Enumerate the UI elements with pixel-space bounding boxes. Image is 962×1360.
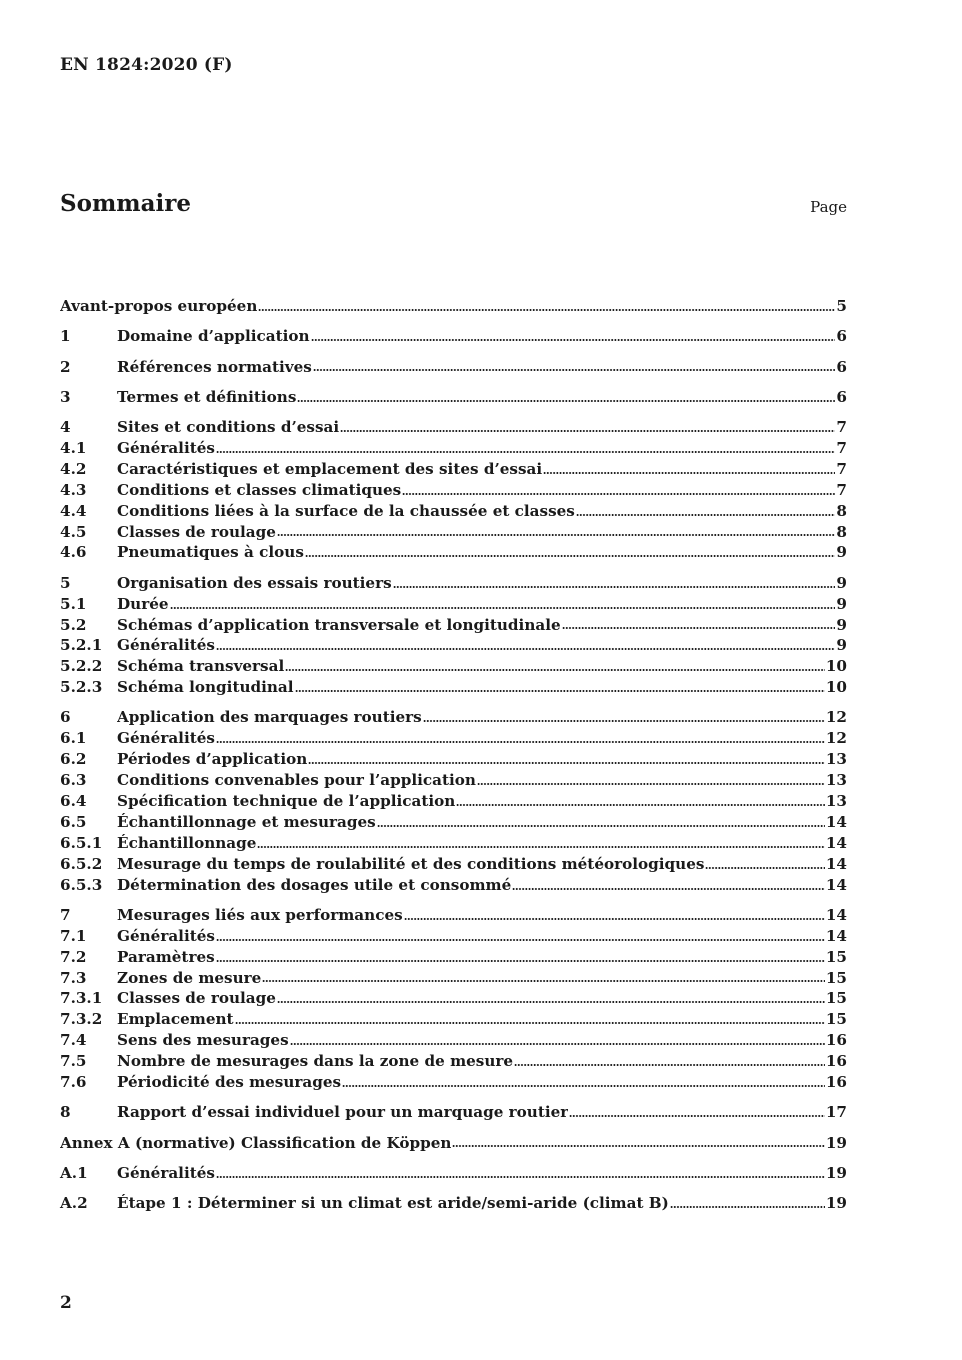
toc-entry-page: 6 — [836, 387, 847, 406]
toc-entry-title: Échantillonnage et mesurages — [117, 812, 376, 831]
toc-entry[interactable] — [60, 770, 847, 791]
toc-dot-leader — [305, 554, 836, 558]
toc-entry-number: 6.3 — [60, 771, 87, 790]
toc-entry[interactable] — [60, 656, 847, 677]
toc-entry[interactable] — [60, 635, 847, 656]
toc-entry-title: Domaine d’application — [117, 327, 310, 346]
toc-entry-number: 6.5.2 — [60, 854, 103, 873]
toc-entry[interactable] — [60, 728, 847, 749]
toc-entry-title: Schémas d’application transversale et longitudinale — [117, 615, 561, 634]
toc-entry-number: 4.1 — [60, 439, 87, 458]
toc-entry-page: 14 — [825, 905, 847, 924]
toc-entry[interactable] — [60, 1072, 847, 1093]
toc-entry-title: Paramètres — [117, 947, 215, 966]
toc-entry[interactable] — [60, 615, 847, 636]
toc-entry-title: Rapport d’essai individuel pour un marquage routier — [117, 1103, 569, 1122]
toc-entry-page: 8 — [836, 522, 847, 541]
toc-entry-title: Étape 1 : Déterminer si un climat est aride/semi-aride (climat B) — [117, 1194, 669, 1213]
toc-dot-leader — [262, 979, 825, 983]
toc-entry-title: Généralités — [117, 439, 215, 458]
toc-dot-leader — [290, 1042, 825, 1046]
toc-entry-number: 8 — [60, 1103, 71, 1122]
toc-entry[interactable] — [60, 522, 847, 543]
toc-entry[interactable] — [60, 968, 847, 989]
toc-dot-leader — [216, 959, 825, 963]
toc-dot-leader — [377, 824, 825, 828]
toc-entry-number: 5.2 — [60, 615, 87, 634]
toc-entry[interactable] — [60, 357, 847, 378]
toc-entry-number: 6.4 — [60, 792, 87, 811]
toc-entry-number: 1 — [60, 327, 71, 346]
toc-entry-title: Généralités — [117, 729, 215, 748]
toc-dot-leader — [170, 606, 836, 610]
toc-entry[interactable] — [60, 1102, 847, 1123]
toc-entry[interactable] — [60, 573, 847, 594]
toc-dot-leader — [277, 533, 835, 537]
toc-title: Sommaire — [60, 190, 192, 217]
toc-dot-leader — [456, 803, 825, 807]
toc-entry[interactable] — [60, 326, 847, 347]
toc-dot-leader — [216, 938, 825, 942]
toc-entry-number: 6 — [60, 708, 71, 727]
toc-entry[interactable] — [60, 438, 847, 459]
toc-entry-number: 4.4 — [60, 501, 87, 520]
toc-entry-page: 9 — [836, 636, 847, 655]
toc-entry-page: 15 — [825, 1010, 847, 1029]
toc-entry[interactable] — [60, 947, 847, 968]
toc-entry[interactable] — [60, 988, 847, 1009]
toc-entry-page: 7 — [836, 439, 847, 458]
toc-entry[interactable] — [60, 1193, 847, 1214]
toc-dot-leader — [477, 782, 825, 786]
toc-entry-page: 14 — [825, 812, 847, 831]
toc-entry[interactable] — [60, 1051, 847, 1072]
toc-dot-leader — [295, 689, 825, 693]
toc-entry-title: Zones de mesure — [117, 968, 262, 987]
toc-entry[interactable] — [60, 1133, 847, 1154]
toc-entry-title: Détermination des dosages utile et consommé — [117, 875, 512, 894]
toc-entry-number: 7.5 — [60, 1052, 87, 1071]
toc-dot-leader — [216, 740, 825, 744]
toc-entry[interactable] — [60, 542, 847, 563]
toc-entry-title: Généralités — [117, 926, 215, 945]
toc-entry-page: 19 — [825, 1163, 847, 1182]
toc-entry-number: 7.2 — [60, 947, 87, 966]
document-id: EN 1824:2020 (F) — [60, 55, 233, 75]
toc-entry-number: 4.3 — [60, 480, 87, 499]
toc-entry-page: 7 — [836, 418, 847, 437]
toc-entry-title: Conditions liées à la surface de la chaussée et classes — [117, 501, 575, 520]
toc-entry-number: 7.3.1 — [60, 989, 103, 1008]
toc-entry-page: 13 — [825, 792, 847, 811]
toc-entry-page: 17 — [825, 1103, 847, 1122]
toc-entry-page: 7 — [836, 459, 847, 478]
toc-entry-page: 15 — [825, 947, 847, 966]
toc-entry-page: 14 — [825, 875, 847, 894]
toc-entry-page: 14 — [825, 926, 847, 945]
toc-entry-number: 6.1 — [60, 729, 87, 748]
toc-entry-number: 6.5 — [60, 812, 87, 831]
toc-entry-number: 4.2 — [60, 459, 87, 478]
toc-entry-title: Termes et définitions — [117, 387, 297, 406]
toc-dot-leader — [216, 1175, 825, 1179]
toc-entry[interactable] — [60, 833, 847, 854]
toc-entry-number: 6.5.1 — [60, 833, 103, 852]
toc-entry-page: 19 — [825, 1133, 847, 1152]
toc-entry-number: 5.2.3 — [60, 678, 103, 697]
toc-dot-leader — [705, 866, 824, 870]
toc-entry-number: A.2 — [60, 1194, 88, 1213]
toc-entry-number: 4 — [60, 418, 71, 437]
toc-entry-page: 10 — [825, 657, 847, 676]
toc-entry-number: 5.2.2 — [60, 657, 103, 676]
toc-entry-number: 7.3 — [60, 968, 87, 987]
toc-entry[interactable] — [60, 812, 847, 833]
toc-entry-title: Pneumatiques à clous — [117, 543, 304, 562]
toc-entry-number: 7.3.2 — [60, 1010, 103, 1029]
toc-dot-leader — [297, 399, 835, 403]
toc-entry-page: 19 — [825, 1194, 847, 1213]
table-of-contents — [60, 296, 847, 1214]
toc-entry-title: Sens des mesurages — [117, 1031, 289, 1050]
toc-entry-title: Spécification technique de l’application — [117, 792, 456, 811]
toc-entry-title: Application des marquages routiers — [117, 708, 422, 727]
toc-entry-page: 9 — [836, 573, 847, 592]
toc-dot-leader — [393, 585, 836, 589]
toc-entry[interactable] — [60, 480, 847, 501]
toc-entry[interactable] — [60, 677, 847, 698]
toc-entry[interactable] — [60, 459, 847, 480]
toc-entry-page: 6 — [836, 327, 847, 346]
toc-entry[interactable] — [60, 875, 847, 896]
toc-entry-number: 5.1 — [60, 594, 87, 613]
toc-dot-leader — [311, 338, 836, 342]
toc-entry-title: Mesurages liés aux performances — [117, 905, 403, 924]
toc-entry-title: Annex A (normative) Classification de Köppen — [60, 1133, 452, 1152]
toc-entry-number: 4.5 — [60, 522, 87, 541]
toc-entry[interactable] — [60, 417, 847, 438]
toc-entry-title: Échantillonnage — [117, 833, 257, 852]
toc-dot-leader — [340, 429, 835, 433]
toc-entry[interactable] — [60, 926, 847, 947]
toc-dot-leader — [562, 626, 836, 630]
toc-entry-page: 15 — [825, 989, 847, 1008]
toc-entry[interactable] — [60, 387, 847, 408]
toc-dot-leader — [308, 761, 825, 765]
toc-entry-number: 4.6 — [60, 543, 87, 562]
toc-dot-leader — [670, 1205, 825, 1209]
toc-entry[interactable] — [60, 791, 847, 812]
toc-entry[interactable] — [60, 594, 847, 615]
toc-entry-page: 6 — [836, 357, 847, 376]
toc-entry-title: Classes de roulage — [117, 989, 276, 1008]
toc-entry-title: Schéma transversal — [117, 657, 285, 676]
toc-entry-title: Périodicité des mesurages — [117, 1073, 342, 1092]
toc-entry-number: 5 — [60, 573, 71, 592]
toc-entry-number: A.1 — [60, 1163, 88, 1182]
toc-dot-leader — [569, 1114, 825, 1118]
toc-entry-number: 5.2.1 — [60, 636, 103, 655]
toc-entry-page: 16 — [825, 1031, 847, 1050]
toc-entry-page: 16 — [825, 1052, 847, 1071]
toc-entry-title: Nombre de mesurages dans la zone de mesure — [117, 1052, 514, 1071]
toc-entry[interactable] — [60, 1009, 847, 1030]
toc-entry-page: 13 — [825, 771, 847, 790]
toc-dot-leader — [285, 668, 825, 672]
toc-entry[interactable] — [60, 1163, 847, 1184]
toc-entry-title: Organisation des essais routiers — [117, 573, 392, 592]
toc-entry-page: 5 — [836, 297, 847, 315]
toc-dot-leader — [216, 647, 835, 651]
toc-entry[interactable] — [60, 1030, 847, 1051]
toc-entry-title: Avant-propos européen — [60, 297, 258, 315]
toc-dot-leader — [543, 471, 835, 475]
toc-entry-page: 14 — [825, 833, 847, 852]
toc-entry-number: 6.2 — [60, 750, 87, 769]
toc-entry-title: Caractéristiques et emplacement des sites d’essai — [117, 459, 543, 478]
toc-entry-page: 15 — [825, 968, 847, 987]
toc-entry-page: 8 — [836, 501, 847, 520]
toc-entry-title: Généralités — [117, 636, 215, 655]
toc-entry-page: 9 — [836, 615, 847, 634]
toc-dot-leader — [313, 368, 836, 372]
toc-dot-leader — [277, 1000, 825, 1004]
toc-entry-title: Généralités — [117, 1163, 215, 1182]
toc-entry[interactable] — [60, 749, 847, 770]
toc-dot-leader — [402, 492, 835, 496]
toc-entry-page: 7 — [836, 480, 847, 499]
toc-entry-page: 10 — [825, 678, 847, 697]
toc-entry-title: Conditions convenables pour l’application — [117, 771, 476, 790]
page-column-label: Page — [810, 198, 847, 216]
toc-entry-title: Périodes d’application — [117, 750, 308, 769]
toc-dot-leader — [257, 845, 824, 849]
toc-entry-number: 7 — [60, 905, 71, 924]
toc-entry-number: 2 — [60, 357, 71, 376]
toc-entry[interactable] — [60, 854, 847, 875]
toc-entry-title: Conditions et classes climatiques — [117, 480, 402, 499]
toc-entry-title: Sites et conditions d’essai — [117, 418, 340, 437]
toc-dot-leader — [216, 450, 835, 454]
toc-entry-page: 16 — [825, 1073, 847, 1092]
toc-entry-title: Classes de roulage — [117, 522, 276, 541]
toc-entry-page: 12 — [825, 708, 847, 727]
toc-entry[interactable] — [60, 905, 847, 926]
toc-dot-leader — [235, 1021, 825, 1025]
toc-entry-number: 3 — [60, 387, 71, 406]
toc-entry[interactable] — [60, 707, 847, 728]
toc-entry-title: Mesurage du temps de roulabilité et des conditions météorologiques — [117, 854, 705, 873]
toc-entry-page: 12 — [825, 729, 847, 748]
toc-entry-page: 9 — [836, 543, 847, 562]
toc-dot-leader — [514, 1063, 825, 1067]
toc-entry[interactable] — [60, 501, 847, 522]
toc-entry-number: 7.6 — [60, 1073, 87, 1092]
toc-dot-leader — [423, 719, 825, 723]
toc-entry-number: 7.1 — [60, 926, 87, 945]
toc-dot-leader — [342, 1084, 825, 1088]
toc-entry-title: Références normatives — [117, 357, 312, 376]
toc-entry-page: 9 — [836, 594, 847, 613]
toc-entry-page: 13 — [825, 750, 847, 769]
toc-entry-number: 6.5.3 — [60, 875, 103, 894]
toc-entry-title: Schéma longitudinal — [117, 678, 294, 697]
toc-dot-leader — [452, 1144, 824, 1148]
toc-entry-title: Durée — [117, 594, 169, 613]
toc-entry-title: Emplacement — [117, 1010, 234, 1029]
toc-dot-leader — [258, 308, 835, 312]
toc-entry[interactable] — [60, 296, 847, 317]
toc-dot-leader — [576, 513, 836, 517]
page-number: 2 — [60, 1293, 72, 1313]
toc-dot-leader — [404, 917, 825, 921]
toc-dot-leader — [512, 887, 825, 891]
toc-entry-page: 14 — [825, 854, 847, 873]
toc-entry-number: 7.4 — [60, 1031, 87, 1050]
